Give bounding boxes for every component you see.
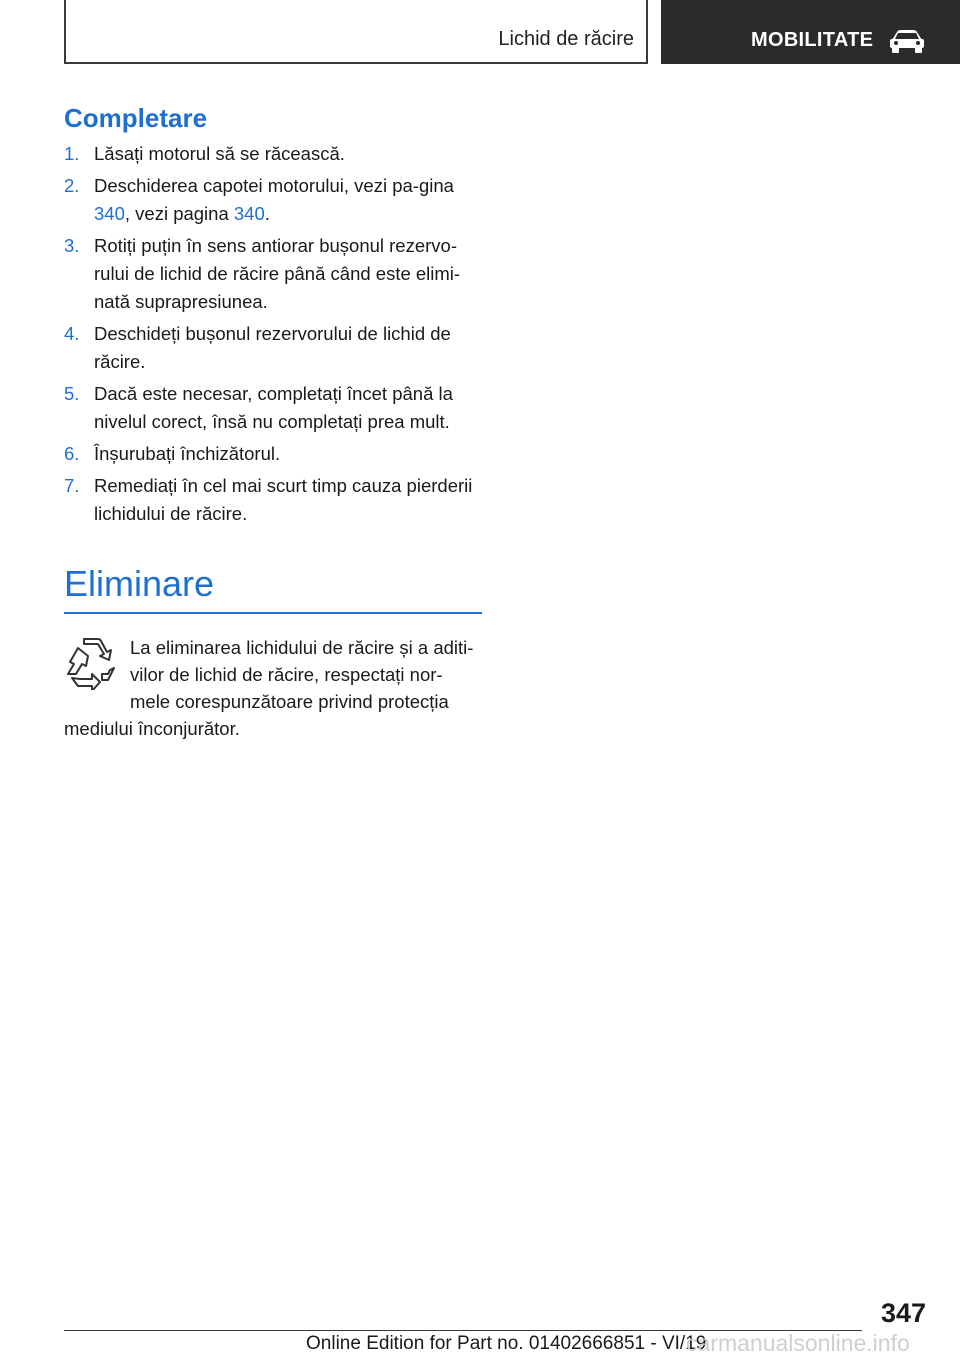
header-chapter-box xyxy=(661,0,960,64)
step-text: Lăsați motorul să se răcească. xyxy=(94,143,345,164)
section-heading-eliminare: Eliminare xyxy=(64,562,482,614)
list-item xyxy=(64,440,482,468)
section-title: Lichid de răcire xyxy=(498,28,634,50)
step-text: Rotiți puțin în sens antiorar bușonul rezervo‐rului de lichid de răcire până când este elimi‐nată suprapresiunea. xyxy=(94,235,461,312)
disposal-note xyxy=(64,634,482,742)
disposal-text: La eliminarea lichidului de răcire și a aditi‐vilor de lichid de răcire, respectați nor‐mele corespunzătoare privind protecția mediului înconjurător. xyxy=(64,637,474,739)
step-number: 6. xyxy=(64,443,80,464)
step-text: Deschideți bușonul rezervorului de lichid de răcire. xyxy=(94,323,451,372)
list-item xyxy=(64,380,482,436)
edition-info: Online Edition for Part no. 01402666851 - VI/19 xyxy=(306,1333,707,1354)
list-item xyxy=(64,232,482,316)
step-text: Înșurubați închizătorul. xyxy=(94,443,281,464)
step-number: 4. xyxy=(64,323,80,344)
step-text: Remediați în cel mai scurt timp cauza pierderii lichidului de răcire. xyxy=(94,475,473,524)
page-number: 347 xyxy=(880,1298,926,1328)
step-text: , vezi pagina xyxy=(124,203,234,224)
step-text: Deschiderea capotei motorului, vezi pa‐gina xyxy=(94,175,454,196)
car-icon xyxy=(889,28,925,54)
step-number: 5. xyxy=(64,383,80,404)
main-content xyxy=(64,100,482,742)
list-item xyxy=(64,320,482,376)
recycle-icon xyxy=(64,636,118,690)
list-item xyxy=(64,172,482,228)
step-number: 1. xyxy=(64,143,80,164)
list-item xyxy=(64,472,482,528)
step-number: 2. xyxy=(64,175,80,196)
step-number: 3. xyxy=(64,235,80,256)
page-reference-link[interactable]: 340 xyxy=(94,203,125,224)
chapter-title: MOBILITATE xyxy=(751,29,874,51)
step-number: 7. xyxy=(64,475,80,496)
step-text: . xyxy=(264,203,270,224)
list-item xyxy=(64,140,482,168)
steps-list xyxy=(64,140,482,528)
step-text: Dacă este necesar, completați încet până la nivelul corect, însă nu completați prea mult. xyxy=(94,383,453,432)
section-heading-completare: Completare xyxy=(64,103,208,133)
header-section-box xyxy=(64,0,648,64)
page-reference-link[interactable]: 340 xyxy=(233,203,265,224)
watermark: carmanualsonline.info xyxy=(686,1330,910,1356)
